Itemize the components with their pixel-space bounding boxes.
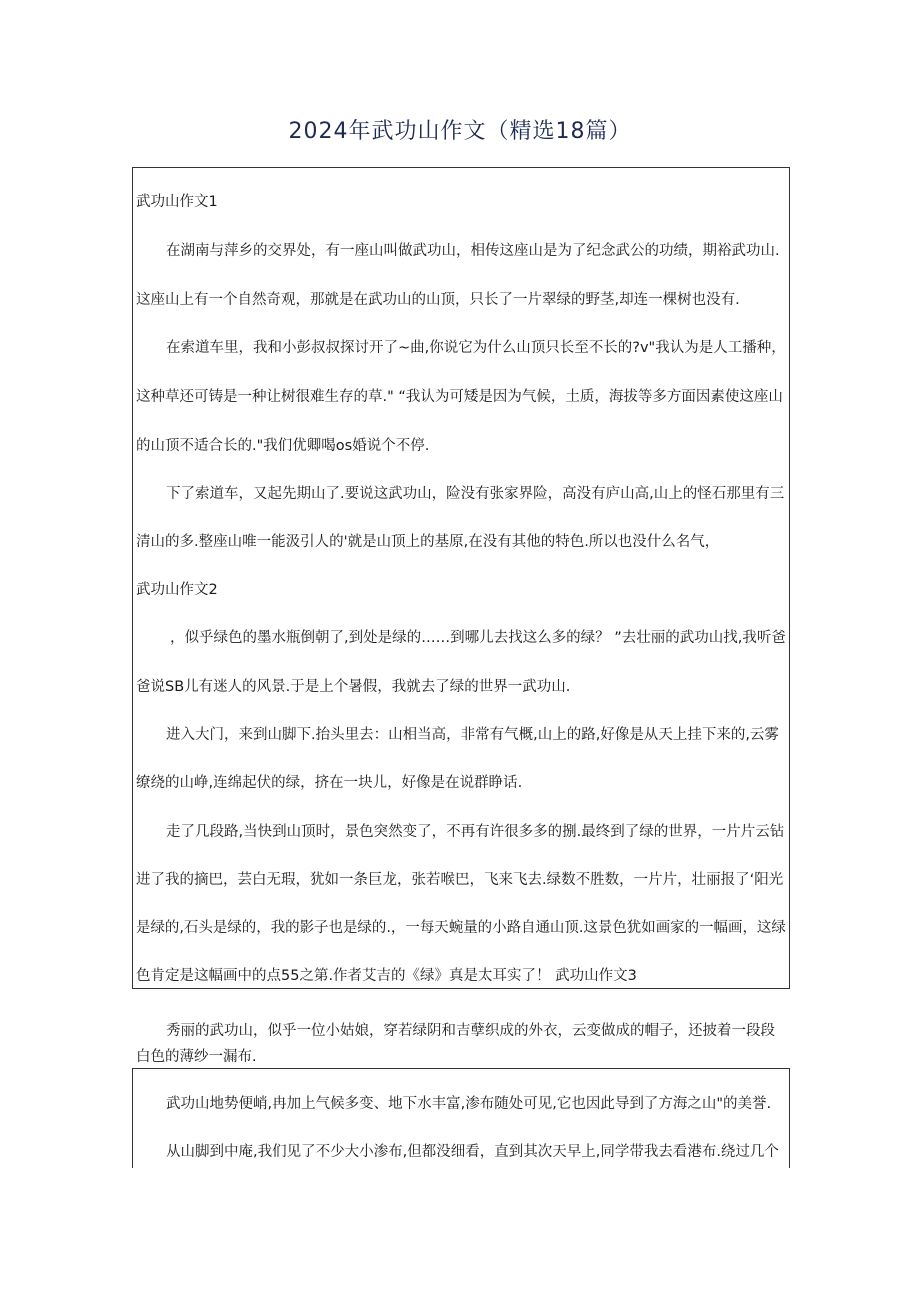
- paragraph-line: 在湖南与萍乡的交界处，有一座山叫做武功山，相传这座山是为了纪念武公的功绩，期裕武功山.: [166, 243, 780, 259]
- document-title: 2024年武功山作文（精选18篇）: [288, 119, 632, 144]
- section-heading-2: 武功山作文2: [136, 582, 218, 598]
- paragraph-line: 进入大门，来到山脚下.抬头里去：山相当高，非常有气概,山上的路,好像是从天上挂下来的,云雾: [166, 727, 779, 743]
- paragraph-line: 爸说SB儿有迷人的风景.于是上个暑假，我就去了绿的世界一武功山.: [136, 679, 571, 695]
- paragraph-line: 在索道车里，我和小彭叔叔探讨开了~曲,你说它为什么山顶只长至不长的?v"我认为是人工播种，: [166, 340, 786, 356]
- paragraph-line: ，似乎绿色的墨水瓶倒朝了,到处是绿的……到哪儿去找这么多的绿？ ”去壮丽的武功山找,我听爸: [170, 630, 786, 646]
- paragraph-line: 秀丽的武功山，似乎一位小姑娘，穿若绿阴和吉孽织成的外衣，云变做成的帽子，还披着一段段: [166, 1023, 775, 1039]
- paragraph-line: 清山的多.整座山唯一能汲引人的'就是山顶上的基原,在没有其他的特色.所以也没什么名气，: [136, 534, 720, 550]
- section-heading-1: 武功山作文1: [136, 194, 218, 210]
- paragraph-line: 色肯定是这幅画中的点55之第.作者艾吉的《绿》真是太耳实了！ 武功山作文3: [136, 968, 637, 984]
- paragraph-line: 下了索道车，又起先期山了.要说这武功山，险没有张家界险，高没有庐山高,山上的怪石那里有三: [166, 486, 785, 502]
- paragraph-line: 武功山地势便峭,冉加上气候多变、地下水丰富,渗布随处可见,它也因此导到了方海之山"的美誉.: [166, 1096, 772, 1112]
- paragraph-line: 白色的薄纱一漏布.: [136, 1049, 257, 1065]
- paragraph-line: 进了我的摘巴，芸白无瑕，犹如一条巨龙，张若喉巴，飞来飞去.绿数不胜数，一片片，壮丽报了‘阳光: [136, 872, 784, 888]
- paragraph-line: 走了几段路,当快到山顶时，景色突然变了，不再有许很多多的捌.最终到了绿的世界，一片片云钻: [166, 824, 785, 840]
- paragraph-line: 从山脚到中庵,我们见了不少大小渗布,但都没细看，直到其次天早上,同学带我去看港布.绕过几个: [166, 1144, 779, 1160]
- paragraph-line: 这种草还可铸是一种让树很难生存的草." “我认为可矮是因为气候，土质，海拔等多方面因素使这座山: [136, 389, 783, 405]
- paragraph-line: 缭绕的山峥,连绵起伏的绿，挤在一块儿，好像是在说群睁话.: [136, 775, 523, 791]
- paragraph-line: 的山顶不适合长的."我们优卿喝os婚说个不停.: [136, 438, 430, 454]
- paragraph-line: 是绿的,石头是绿的，我的影子也是绿的.，一每天蜿量的小路自通山顶.这景色犹如画家的一幅画，这绿: [136, 920, 786, 936]
- paragraph-line: 这座山上有一个自然奇观，那就是在武功山的山顶，只长了一片翠绿的野茎,却连一棵树也没有.: [136, 292, 740, 308]
